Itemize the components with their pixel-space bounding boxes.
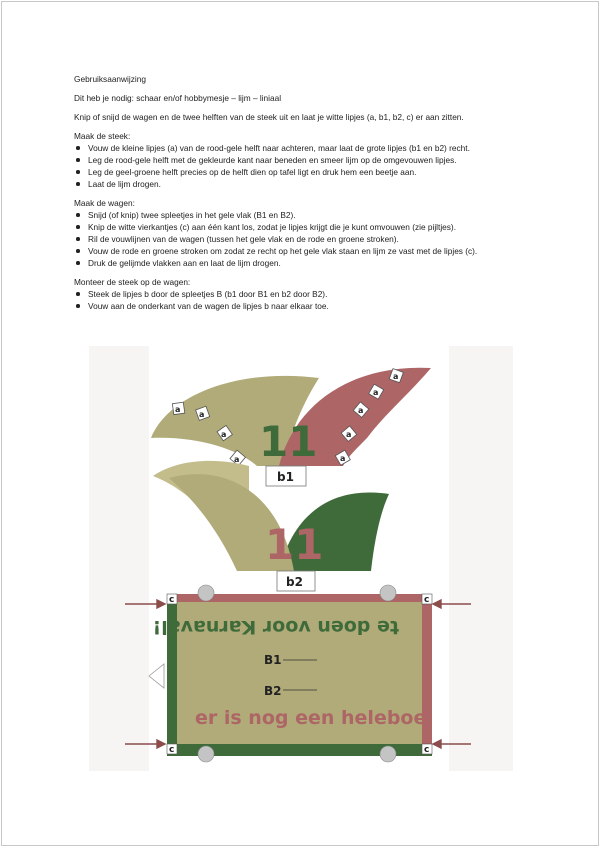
wheel: [380, 746, 396, 762]
tab-c-label: c: [424, 595, 430, 605]
list-item: Steek de lipjes b door de spleetjes B (b1 door B1 en b2 door B2).: [74, 288, 544, 300]
wagon-text-bottom: er is nog een heleboel: [195, 707, 433, 729]
monteer-list: [74, 288, 544, 312]
tab-b2-label: b2: [286, 575, 303, 589]
tab-a-label: a: [373, 388, 379, 397]
craft-template-figure: [89, 346, 513, 771]
hat-bottom-number: 11: [265, 520, 324, 569]
wagon: [125, 585, 471, 762]
section-heading-wagen: Maak de wagen:: [74, 198, 135, 208]
wheel: [380, 585, 396, 601]
list-item: Vouw de kleine lipjes (a) van de rood-gele helft naar achteren, maar laat de grote lipjes (b1 en b2) recht.: [74, 142, 544, 154]
slot-b1-label: B1: [264, 653, 282, 667]
wagen-list: [74, 209, 544, 269]
list-item: Druk de gelijmde vlakken aan en laat de lijm drogen.: [74, 257, 544, 269]
tab-a-label: a: [346, 430, 352, 439]
tab-a-label: a: [199, 410, 205, 419]
list-item: Vouw de rode en groene stroken om zodat ze recht op het gele vlak staan en lijm ze vast met de lipjes (c).: [74, 245, 544, 257]
tab-a-label: a: [358, 406, 364, 415]
list-item: Knip de witte vierkantjes (c) aan één kant los, zodat je lipjes krijgt die je kunt omvouwen (zie pijltjes).: [74, 221, 544, 233]
doc-title: Gebruiksaanwijzing: [74, 74, 146, 84]
list-item: Ril de vouwlijnen van de wagen (tussen het gele vlak en de rode en groene stroken).: [74, 233, 544, 245]
tab-a-label: a: [175, 405, 181, 414]
intro-paragraph: Knip of snijd de wagen en de twee helften van de steek uit en laat je witte lipjes (a, b1, b2, c) er aan zitten.: [74, 112, 464, 122]
tab-b1-label: b1: [277, 470, 294, 484]
steek-list: [74, 142, 544, 190]
hat-top-number: 11: [259, 417, 318, 466]
tab-a-label: a: [234, 455, 240, 464]
tab-c-label: c: [169, 745, 175, 755]
instructions-text: [74, 73, 544, 312]
list-item: Leg de geel-groene helft precies op de helft dien op tafel ligt en druk hem een beetje aan.: [74, 166, 544, 178]
slot-b2-label: B2: [264, 684, 282, 698]
list-item: Vouw aan de onderkant van de wagen de lipjes b naar elkaar toe.: [74, 300, 544, 312]
wheel: [198, 746, 214, 762]
section-heading-steek: Maak de steek:: [74, 131, 131, 141]
wheel: [198, 585, 214, 601]
needs-line: Dit heb je nodig: schaar en/of hobbymesje – lijm – liniaal: [74, 93, 282, 103]
list-item: Snijd (of knip) twee spleetjes in het gele vlak (B1 en B2).: [74, 209, 544, 221]
tab-a-label: a: [393, 372, 399, 381]
wagon-text-upside-down: te doen voor Karnaval!: [152, 616, 399, 638]
list-item: Laat de lijm drogen.: [74, 178, 544, 190]
tab-c-label: c: [424, 745, 430, 755]
section-heading-monteer: Monteer de steek op de wagen:: [74, 277, 191, 287]
tab-a-label: a: [221, 430, 227, 439]
tab-c-label: c: [169, 595, 175, 605]
list-item: Leg de rood-gele helft met de gekleurde kant naar beneden en smeer lijm op de omgevouwen lipjes.: [74, 154, 544, 166]
tab-a-label: a: [340, 454, 346, 463]
